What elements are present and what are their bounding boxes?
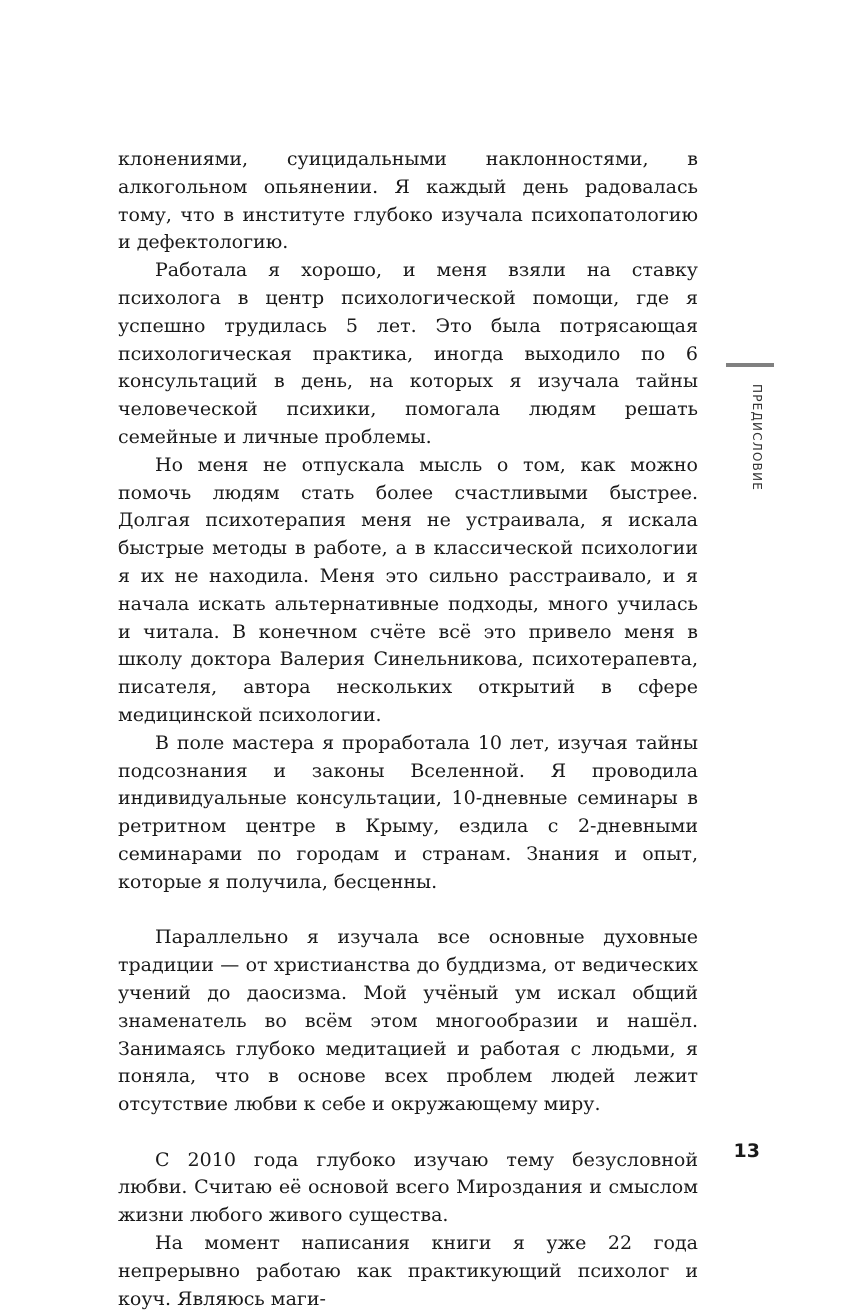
page-number: 13 — [733, 1140, 760, 1162]
section-marker-bar — [726, 363, 774, 367]
section-label: ПРЕДИСЛОВИЕ — [750, 384, 764, 492]
body-text — [118, 146, 698, 1313]
paragraph-1: клонениями, суицидальными наклонностями, в алкогольном опьянении. Я каждый день радовалась тому, что в институте глубоко изучала психопатологию и дефектологию. — [118, 148, 698, 254]
paragraph-4: В поле мастера я проработала 10 лет, изучая тайны подсознания и законы Вселенной. Я проводила индивидуальные консультации, 10-дневные семинары в ретритном центре в Крыму, ездила с 2-дневными семинарами по городам и странам. Знания и опыт, которые я получила, бесценны. — [118, 731, 698, 893]
paragraph-3: Но меня не отпускала мысль о том, как можно помочь людям стать более счастливыми быстрее. Долгая психотерапия меня не устраивала, я искала быстрые методы в работе, а в классической психологии я их не находила. Меня это сильно расстраивало, и я начала искать альтернативные подходы, много училась и читала. В конечном счёте всё это привело меня в школу доктора Валерия Синельникова, психотерапевта, писателя, автора нескольких открытий в сфере медицинской психологии. — [118, 453, 698, 726]
paragraph-2: Работала я хорошо, и меня взяли на ставку психолога в центр психологической помощи, где я успешно трудилась 5 лет. Это была потрясающая психологическая практика, иногда выходило по 6 консультаций в день, на которых я изучала тайны человеческой психики, помогала людям решать семейные и личные проблемы. — [118, 259, 698, 448]
paragraph-7: На момент написания книги я уже 22 года непрерывно работаю как практикующий психолог и коуч. Являюсь маги- — [118, 1232, 698, 1310]
paragraph-5: Параллельно я изучала все основные духовные традиции — от христианства до буддизма, от ведических учений до даосизма. Мой учёный ум искал общий знаменатель во всём этом многообразии и нашёл. Занимаясь глубоко медитацией и работая с людьми, я поняла, что в основе всех проблем людей лежит отсутствие любви к себе и окружающему миру. — [118, 926, 698, 1116]
paragraph-6: С 2010 года глубоко изучаю тему безусловной любви. Считаю её основой всего Мироздания и смыслом жизни любого живого существа. — [118, 1148, 698, 1227]
